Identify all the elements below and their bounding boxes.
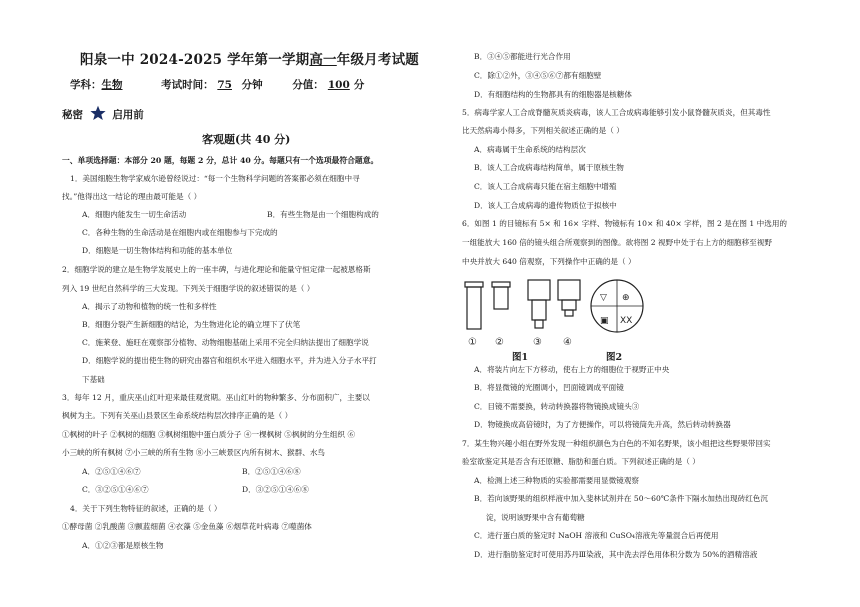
text-line: 2．细胞学说的建立是生物学发展史上的一座丰碑，与进化理论和能量守恒定律一起被恩格斯 [62, 265, 371, 274]
option: D．物镜换成高倍镜时，为了方便操作，可以将镜筒先升高，然后转动转换器 [474, 420, 731, 429]
lens-label: ③ [533, 337, 542, 348]
fig2-label: 图2 [606, 352, 623, 362]
text-line: 列入 19 世纪自然科学的三大发现。下列关于细胞学说的叙述错误的是（ ） [62, 284, 315, 293]
option: A．检测上述三种物质的实验都需要用显微镜观察 [474, 476, 639, 485]
option: B．细胞分裂产生新细胞的结论，为生物进化论的确立埋下了伏笔 [82, 320, 301, 329]
option: C．除①②外，③④⑤⑥⑦都有细胞壁 [474, 71, 602, 80]
option: 淀，说明该野果中含有葡萄糖 [486, 513, 585, 522]
section-title: 客观题(共 40 分) [202, 133, 291, 146]
lens-label: ② [495, 337, 504, 348]
option: C．进行蛋白质的鉴定时 NaOH 溶液和 CuSO₄溶液先等量混合后再使用 [474, 531, 719, 540]
option: B．有些生物是由一个细胞构成的 [267, 210, 379, 219]
text-line: 3．每年 12 月，重庆巫山红叶迎来最佳观赏期。巫山红叶的物种繁多、分布面积广，主要以 [62, 393, 370, 402]
option: C．施莱登、施旺在观察部分植物、动物细胞基础上采用不完全归纳法提出了细胞学说 [82, 338, 369, 347]
text-line: 枫树为主。下列有关巫山县景区生命系统结构层次排序正确的是（ ） [62, 411, 293, 420]
option: B．若向该野果的组织样液中加入斐林试剂并在 50～60℃条件下隔水加热出现砖红色沉 [474, 494, 768, 503]
fig1-label: 图1 [512, 352, 529, 362]
option: C．该人工合成病毒只能在宿主细胞中增殖 [474, 182, 617, 191]
option: A．细胞内能发生一切生命活动 [82, 210, 187, 219]
text-line: ①酵母菌 ②乳酸菌 ③颤蓝细菌 ④衣藻 ⑤金鱼藻 ⑥烟草花叶病毒 ⑦噬菌体 [62, 522, 312, 531]
option: B．该人工合成病毒结构简单，属于原核生物 [474, 163, 624, 172]
text-line: 4．关于下列生物特征的叙述，正确的是（ ） [70, 504, 222, 513]
option: B．②⑤①④⑥⑧ [242, 467, 301, 476]
cell-glyph: XX [620, 316, 633, 326]
text-line: 一组能放大 160 倍的镜头组合所观察到的图像。欲将图 2 视野中处于右上方的细胞移至视野 [462, 238, 772, 247]
text-line: 小三峡的所有枫树 ⑦小三峡的所有生物 ⑧小三峡景区内所有树木、猴群、水鸟 [62, 448, 326, 457]
option: A．①②③都是原核生物 [82, 541, 164, 550]
option: C．目镜不需要换，转动转换器将物镜换成镜头③ [474, 402, 640, 411]
text-line: 中央并放大 640 倍观察，下列操作中正确的是（ ） [462, 257, 636, 266]
secret-label: 秘密 启用前 [62, 105, 144, 121]
option: D．细胞是一切生物体结构和功能的基本单位 [82, 246, 233, 255]
text-line: 找。”他得出这一结论的理由最可能是（ ） [62, 192, 202, 201]
text-line: 5．病毒学家人工合成脊髓灰质炎病毒，该人工合成病毒能够引发小鼠脊髓灰质炎，但其毒性 [462, 108, 771, 117]
option: A．揭示了动物和植物的统一性和多样性 [82, 302, 217, 311]
option: D．细胞学说的提出使生物的研究由器官和组织水平进入细胞水平，并为进入分子水平打 [82, 356, 377, 365]
text-line: 7．某生物兴趣小组在野外发现一种组织颜色为白色的不知名野果，该小组把这些野果带回实 [462, 439, 771, 448]
exam-title: 阳泉一中 2024-2025 学年第一学期高一年级月考试题 [80, 52, 419, 68]
text-line: 比天然病毒小得多，下列相关叙述正确的是（ ） [462, 126, 624, 135]
option: A．②⑤①④⑥⑦ [82, 467, 141, 476]
text-line: 6．如图 1 的目镜标有 5× 和 16× 字样、物镜标有 10× 和 40× 字样，图 2 是在图 1 中选用的 [462, 219, 788, 228]
cell-glyph: ▽ [600, 293, 607, 303]
field-of-view-figure [590, 268, 680, 362]
exam-meta: 学科：生物 考试时间： 75 分钟 分值： 100 分 [70, 79, 365, 91]
text-line: ①枫树的叶子 ②枫树的细胞 ③枫树细胞中蛋白质分子 ④一棵枫树 ⑤枫树的分生组织 ⑥ [62, 430, 356, 439]
option: D．有细胞结构的生物都具有的细胞器是核糖体 [474, 90, 632, 99]
option: A．病毒属于生命系统的结构层次 [474, 145, 586, 154]
option: 下基础 [82, 375, 105, 384]
text-line: 1．美国细胞生物学家威尔逊曾经说过：“每一个生物科学问题的答案都必须在细胞中寻 [70, 174, 360, 183]
option: D．进行脂肪鉴定时可使用苏丹Ⅲ染液，其中洗去浮色用体积分数为 50%的酒精溶液 [474, 550, 758, 559]
cell-glyph: ⊕ [622, 293, 630, 303]
option: D．③②⑤①④⑥⑧ [242, 485, 309, 494]
option: C．各种生物的生命活动是在细胞内或在细胞参与下完成的 [82, 228, 278, 237]
text-line: 验室欲鉴定其是否含有还原糖、脂肪和蛋白质。下列叙述正确的是（ ） [462, 457, 700, 466]
lens-label: ④ [563, 337, 572, 348]
option: A．将装片向左下方移动，使右上方的细胞位于视野正中央 [474, 365, 670, 374]
lens-label: ① [468, 337, 477, 348]
star-icon [90, 105, 106, 121]
instructions: 一、单项选择题：本部分 20 题，每题 2 分，总计 40 分。每题只有一个选项最符合题意。 [62, 156, 379, 165]
option: C．③②⑤①④⑥⑦ [82, 485, 149, 494]
cell-glyph: ▣ [600, 316, 609, 326]
option: B．将显微镜的光圈调小，凹面镜调成平面镜 [474, 383, 624, 392]
option: B．③④⑤都能进行光合作用 [474, 52, 571, 61]
option: D．该人工合成病毒的遗传物质位于拟核中 [474, 201, 617, 210]
